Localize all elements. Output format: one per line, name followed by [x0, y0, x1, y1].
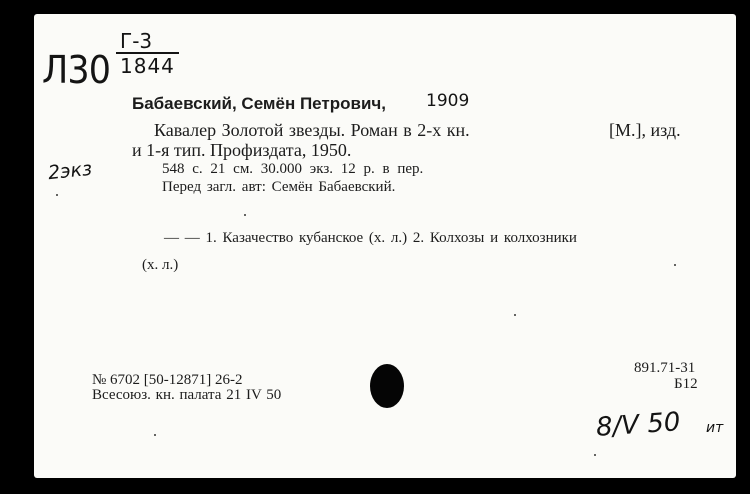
catalog-card — [34, 14, 736, 478]
title-line-2: и 1-я тип. Профиздата, 1950. — [132, 140, 352, 160]
handwritten-date: 8/V 50 — [595, 407, 682, 443]
title-line-1: Кавалер Золотой звезды. Роман в 2-х кн. — [154, 120, 470, 140]
subjects-line-1: — — 1. Казачество кубанское (х. л.) 2. Колхозы и колхозники — [164, 230, 577, 246]
handwritten-initials: ит — [706, 420, 724, 436]
title-line-1-end: [М.], изд. — [609, 120, 681, 140]
book-chamber-line: Всесоюз. кн. палата 21 IV 50 — [92, 387, 282, 403]
record-number: № 6702 [50-12871] 26-2 — [92, 372, 243, 388]
shelfmark-main: Л30 — [42, 48, 111, 92]
physical-description: 548 с. 21 см. 30.000 экз. 12 р. в пер. — [162, 161, 424, 177]
speck — [674, 264, 676, 266]
class-number: 891.71-31 — [634, 360, 696, 376]
margin-note: 2экз — [46, 157, 94, 185]
author-mark: Б12 — [674, 376, 698, 392]
ink-blot — [370, 364, 404, 408]
subjects-line-2: (х. л.) — [142, 257, 179, 273]
shelfmark-fraction — [116, 30, 179, 78]
heading-year: 1909 — [426, 91, 470, 111]
heading-author: Бабаевский, Семён Петрович, — [132, 94, 386, 113]
shelfmark-bottom: 1844 — [120, 54, 175, 78]
speck — [514, 314, 516, 316]
note-line: Перед загл. авт: Семён Бабаевский. — [162, 179, 396, 195]
speck — [594, 454, 596, 456]
speck — [154, 434, 156, 436]
speck — [56, 194, 58, 196]
speck — [244, 214, 246, 216]
shelfmark-top: Г-3 — [116, 30, 179, 54]
